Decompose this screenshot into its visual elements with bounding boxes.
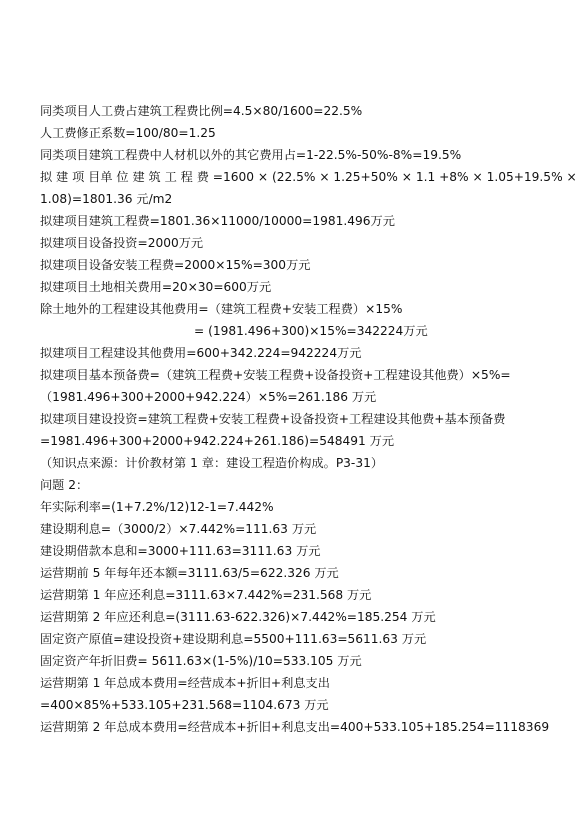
text-line: 1.08)=1801.36 元/m2 bbox=[40, 192, 173, 206]
text-line: 同类项目建筑工程费中人材机以外的其它费用占=1-22.5%-50%-8%=19.5% bbox=[40, 148, 462, 162]
text-line: 建设期借款本息和=3000+111.63=3111.63 万元 bbox=[40, 544, 321, 558]
text-line: 拟建项目建设投资=建筑工程费+安装工程费+设备投资+工程建设其他费+基本预备费 bbox=[40, 412, 506, 426]
text-line: =1981.496+300+2000+942.224+261.186)=548491 万元 bbox=[40, 434, 395, 448]
text-line: 除土地外的工程建设其他费用=（建筑工程费+安装工程费）×15% bbox=[40, 302, 403, 316]
text-line: （1981.496+300+2000+942.224）×5%=261.186 万元 bbox=[40, 390, 377, 404]
text-line: 固定资产年折旧费= 5611.63×(1-5%)/10=533.105 万元 bbox=[40, 654, 362, 668]
text-line: 人工费修正系数=100/80=1.25 bbox=[40, 126, 216, 140]
text-line: 运营期第 1 年应还利息=3111.63×7.442%=231.568 万元 bbox=[40, 588, 372, 602]
text-line: 固定资产原值=建设投资+建设期利息=5500+111.63=5611.63 万元 bbox=[40, 632, 427, 646]
text-line: = (1981.496+300)×15%=342224万元 bbox=[194, 324, 428, 338]
text-line: 运营期第 2 年总成本费用=经营成本+折旧+利息支出=400+533.105+185.254=1118369 bbox=[40, 720, 550, 734]
text-line: 问题 2： bbox=[40, 478, 89, 492]
text-line: 拟 建 项 目单 位 建 筑 工 程 费 =1600 × (22.5% × 1.25+50% × 1.1 +8% × 1.05+19.5% × bbox=[40, 170, 577, 184]
text-line: 运营期前 5 年每年还本额=3111.63/5=622.326 万元 bbox=[40, 566, 339, 580]
text-line: 年实际利率=(1+7.2%/12)12-1=7.442% bbox=[40, 500, 274, 514]
text-line: 建设期利息=（3000/2）×7.442%=111.63 万元 bbox=[40, 522, 317, 536]
text-line: 拟建项目工程建设其他费用=600+342.224=942224万元 bbox=[40, 346, 362, 360]
text-line: 拟建项目设备投资=2000万元 bbox=[40, 236, 204, 250]
text-line: 同类项目人工费占建筑工程费比例=4.5×80/1600=22.5% bbox=[40, 104, 363, 118]
text-line: 运营期第 1 年总成本费用=经营成本+折旧+利息支出 bbox=[40, 676, 330, 690]
text-line: 拟建项目建筑工程费=1801.36×11000/10000=1981.496万元 bbox=[40, 214, 395, 228]
text-line: 运营期第 2 年应还利息=(3111.63-622.326)×7.442%=185.254 万元 bbox=[40, 610, 436, 624]
text-line: 拟建项目土地相关费用=20×30=600万元 bbox=[40, 280, 272, 294]
text-line: =400×85%+533.105+231.568=1104.673 万元 bbox=[40, 698, 329, 712]
text-line: 拟建项目设备安装工程费=2000×15%=300万元 bbox=[40, 258, 311, 272]
text-line: （知识点来源：计价教材第 1 章：建设工程造价构成。P3-31） bbox=[40, 456, 384, 470]
text-line: 拟建项目基本预备费=（建筑工程费+安装工程费+设备投资+工程建设其他费）×5%= bbox=[40, 368, 511, 382]
